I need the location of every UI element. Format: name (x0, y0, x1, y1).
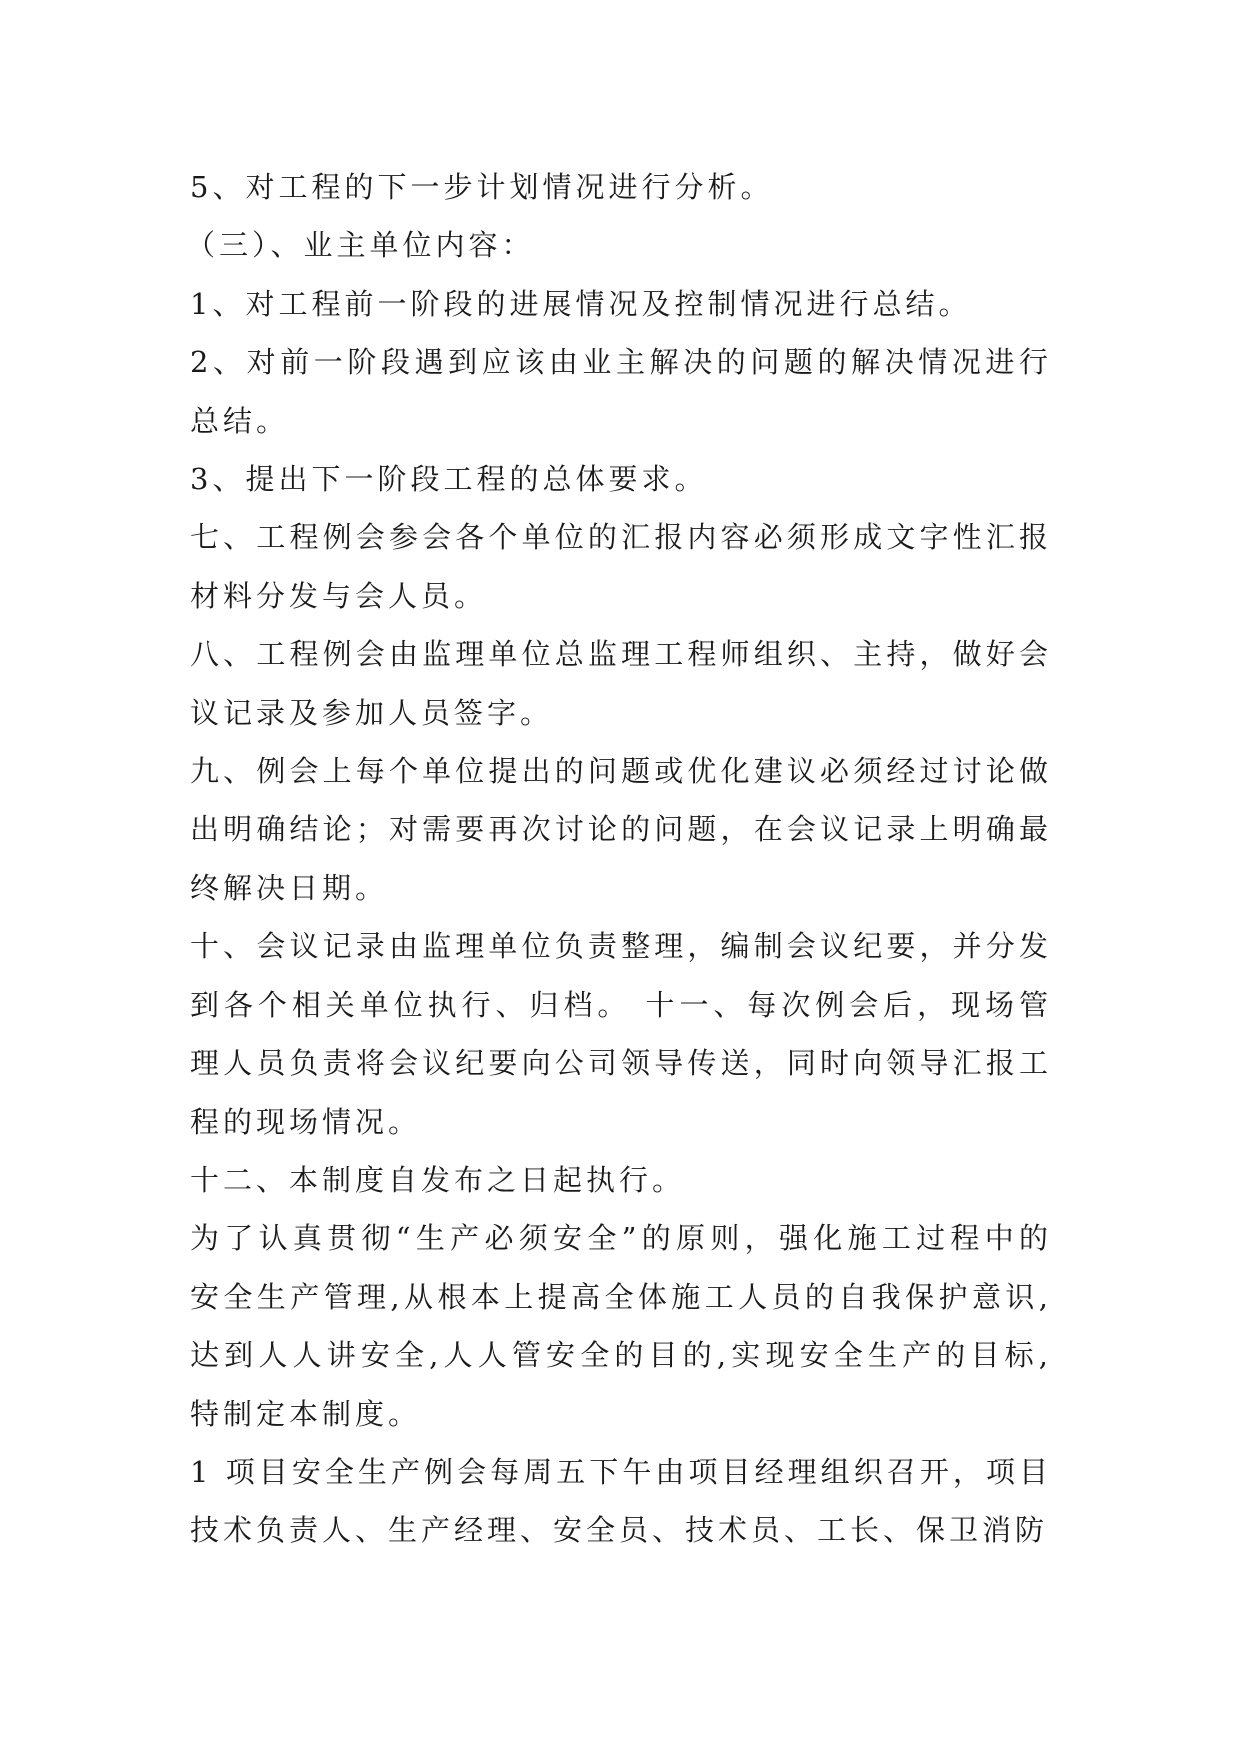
paragraph-safety-item-1: 1 项目安全生产例会每周五下午由项目经理组织召开，项目技术负责人、生产经理、安全员、技术员、工长、保卫消防 (190, 1454, 1052, 1548)
paragraph-clause-7: 七、工程例会参会各个单位的汇报内容必须形成文字性汇报材料分发与会人员。 (190, 520, 1052, 613)
paragraph-item-3: 3、提出下一阶段工程的总体要求。 (190, 462, 708, 497)
paragraph-clause-10-11: 十、会议记录由监理单位负责整理，编制会议纪要，并分发到各个相关单位执行、归档。 十一、每次例会后，现场管理人员负责将会议纪要向公司领导传送，同时向领导汇报工程的现场情况。 (190, 929, 1052, 1139)
paragraph-clause-12: 十二、本制度自发布之日起执行。 (190, 1162, 686, 1197)
paragraph-item-2: 2、对前一阶段遇到应该由业主解决的问题的解决情况进行总结。 (190, 345, 1052, 438)
section-heading-owner-unit: （三）、业主单位内容： (186, 228, 535, 263)
document-body (186, 158, 1052, 1560)
paragraph-clause-8: 八、工程例会由监理单位总监理工程师组织、主持，做好会议记录及参加人员签字。 (190, 637, 1052, 730)
paragraph-clause-9: 九、例会上每个单位提出的问题或优化建议必须经过讨论做出明确结论；对需要再次讨论的问题，在会议记录上明确最终解决日期。 (190, 754, 1052, 905)
paragraph-item-5: 5、对工程的下一步计划情况进行分析。 (190, 170, 774, 204)
paragraph-item-1: 1、对工程前一阶段的进展情况及控制情况进行总结。 (190, 286, 972, 321)
paragraph-safety-preamble: 为了认真贯彻“生产必须安全”的原则，强化施工过程中的安全生产管理,从根本上提高全体施工人员的自我保护意识,达到人人讲安全,人人管安全的目的,实现安全生产的目标,特制定本制度。 (190, 1221, 1052, 1431)
